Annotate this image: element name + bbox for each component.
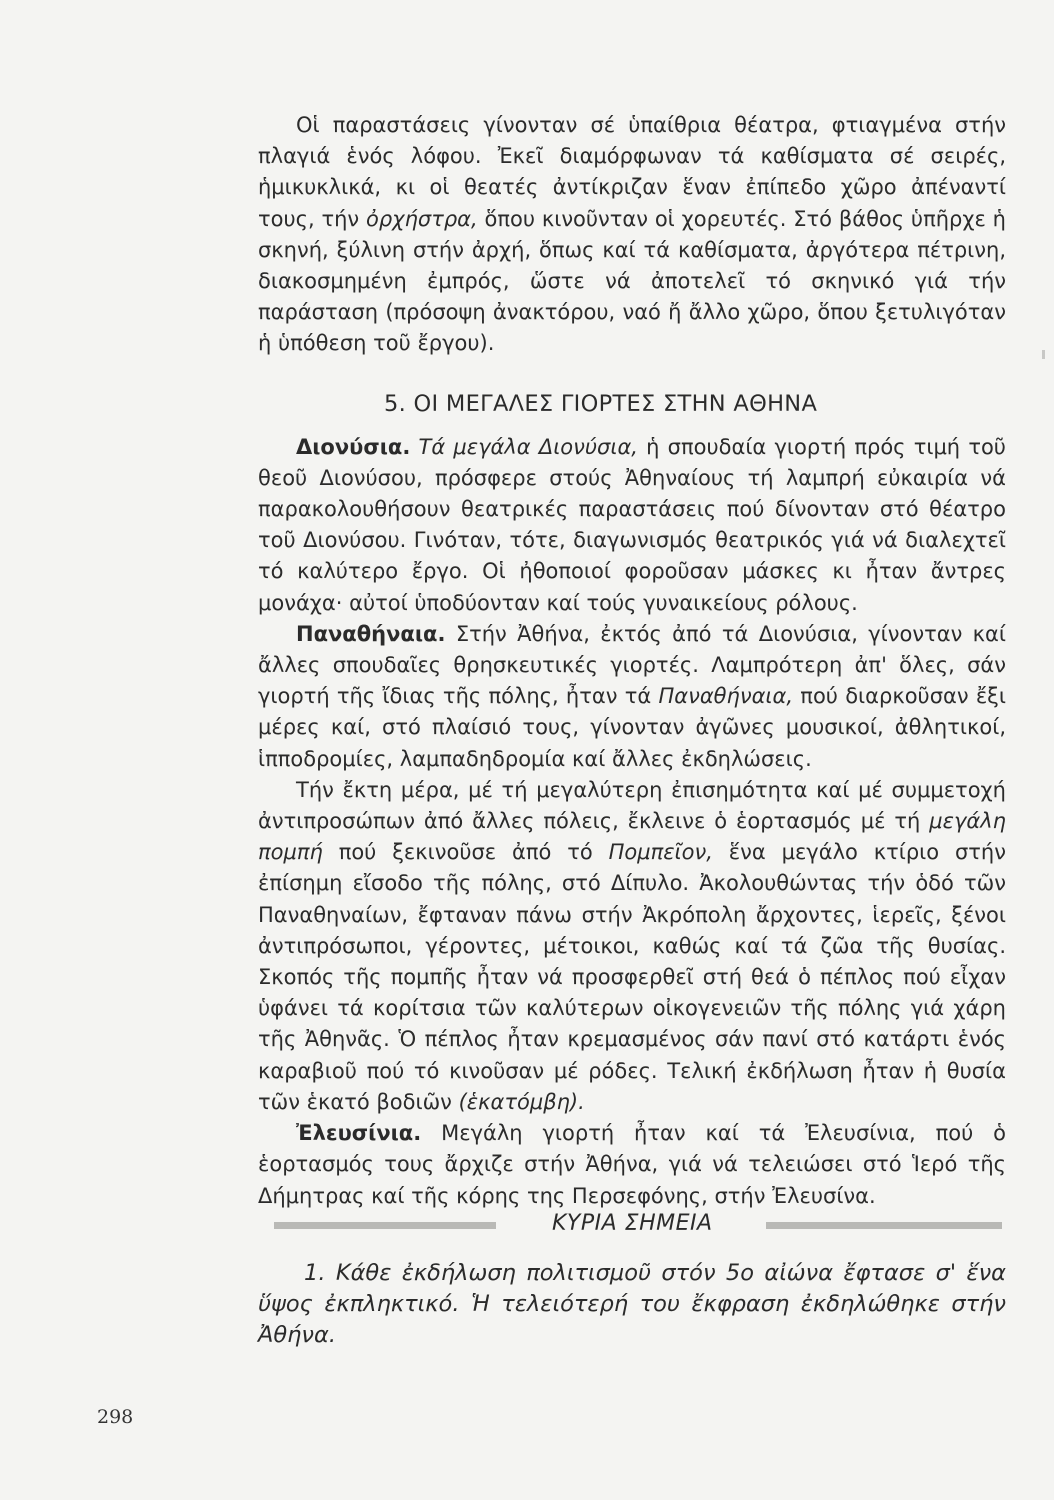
section-heading: 5. ΟΙ ΜΕΓΑΛΕΣ ΓΙΟΡΤΕΣ ΣΤΗΝ ΑΘΗΝΑ bbox=[384, 390, 818, 417]
dionysia-italic: Τά μεγάλα Διονύσια, bbox=[418, 434, 638, 459]
key-rule-right bbox=[766, 1222, 1002, 1229]
page-number: 298 bbox=[97, 1406, 134, 1428]
main-text bbox=[258, 110, 1006, 1212]
key-point-item: 1. Κάθε ἐκδήλωση πολιτισμοῦ στόν 5ο αἰώνα ἔφτασε σ' ἕνα ὕψος ἐκπληκτικό. Ἡ τελειότερή του ἔκφραση ἐκδηλώθηκε στήν Ἀθήνα. bbox=[258, 1260, 1006, 1348]
procession-paragraph bbox=[258, 775, 1006, 1118]
panathenaia-text-b: πού διαρκοῦσαν ἔξι μέρες καί, στό πλαίσιό τους, γίνονταν ἀγῶνες μουσικοί, ἀθλητικοί, ἱπποδρομίες, λαμπαδηδρομία καί ἄλλες ἐκδηλώσεις. bbox=[258, 684, 1006, 771]
eleusinia-paragraph bbox=[258, 1118, 1006, 1212]
key-rule-left bbox=[274, 1222, 496, 1229]
intro-text: Οἱ παραστάσεις γίνονταν σέ ὑπαίθρια θέατρα, φτιαγμένα στήν πλαγιά ἑνός λόφου. Ἐκεῖ διαμόρφωναν τά καθίσματα σέ σειρές, ἡμικυκλικά, κι οἱ θεατές ἀντίκριζαν ἕναν ἐπίπεδο χῶρο ἀπέναντί τους, τήν bbox=[258, 113, 1006, 231]
panathenaia-paragraph bbox=[258, 619, 1006, 775]
key-points-title: ΚΥΡΙΑ ΣΗΜΕΙΑ bbox=[552, 1211, 713, 1236]
procession-text-b: πού ξεκινοῦσε ἀπό τό bbox=[338, 840, 593, 865]
key-points-list bbox=[258, 1258, 1006, 1351]
panathenaia-italic: Παναθήναια, bbox=[658, 684, 794, 709]
hecatomb-term: (ἑκατόμβη). bbox=[458, 1089, 585, 1114]
orchestra-term: ὀρχήστρα, bbox=[365, 206, 478, 231]
intro-text-rest: ὅπου κινοῦνταν οἱ χορευτές. Στό βάθος ὑπῆρχε ἡ σκηνή, ξύλινη στήν ἀρχή, ὅπως καί τά καθίσματα, ἀργότερα πέτρινη, διακοσμημένη ἐμπρός, ὥστε νά ἀποτελεῖ τό σκηνικό γιά τήν παράσταση (πρόσοψη ἀνακτόρου, ναό ἤ ἄλλο χῶρο, ὅπου ξετυλιγόταν ἡ ὑπόθεση τοῦ ἔργου). bbox=[258, 206, 1006, 356]
pompeion-term: Πομπεῖον, bbox=[608, 840, 713, 865]
procession-text-c: ἕνα μεγάλο κτίριο στήν ἐπίσημη εἴσοδο τῆς πόλης, στό Δίπυλο. Ἀκολουθώντας τήν ὁδό τῶν Παναθηναίων, ἔφταναν πάνω στήν Ἀκρόπολη ἄρχοντες, ἱερεῖς, ξένοι ἀντιπρόσωποι, γέροντες, μέτοικοι, καθώς καί τά ζῶα τῆς θυσίας. Σκοπός τῆς πομπῆς ἦταν νά προσφερθεῖ στή θεά ὁ πέπλος πού εἶχαν ὑφάνει τά κορίτσια τῶν καλύτερων οἰκογενειῶν τῆς πόλης γιά χάρη τῆς Ἀθηνᾶς. Ὁ πέπλος ἦταν κρεμασμένος σάν πανί στό κατάρτι ἑνός καραβιοῦ πού τό κινοῦσαν μέ ρόδες. Τελική ἐκδήλωση ἦταν ἡ θυσία τῶν ἑκατό βοδιῶν bbox=[258, 840, 1006, 1114]
panathenaia-term: Παναθήναια. bbox=[296, 621, 446, 646]
dionysia-text: ἡ σπουδαία γιορτή πρός τιμή τοῦ θεοῦ Διονύσου, πρόσφερε στούς Ἀθηναίους τή λαμπρή εὐκαιρία νά παρακολουθήσουν θεατρικές παραστάσεις πού δίνονταν στό θέατρο τοῦ Διονύσου. Γινόταν, τότε, διαγωνισμός θεατρικός γιά νά διαλεχτεῖ τό καλύτερο ἔργο. Οἱ ἠθοποιοί φοροῦσαν μάσκες κι ἦταν ἄντρες μονάχα· αὐτοί ὑποδύονταν καί τούς γυναικείους ρόλους. bbox=[258, 434, 1006, 615]
margin-mark bbox=[1042, 350, 1045, 359]
intro-paragraph bbox=[258, 110, 1006, 360]
eleusinia-term: Ἐλευσίνια. bbox=[296, 1121, 422, 1146]
procession-italic: μεγάλη πομπή bbox=[258, 809, 1006, 865]
panathenaia-text-a: Στήν Ἀθήνα, ἐκτός ἀπό τά Διονύσια, γίνονταν καί ἄλλες σπουδαῖες θρησκευτικές γιορτές. Λαμπρότερη ἀπ' ὅλες, σάν γιορτή τῆς ἴδιας τῆς πόλης, ἦταν τά bbox=[258, 621, 1006, 709]
dionysia-paragraph bbox=[258, 432, 1006, 619]
procession-text-a: Τήν ἔκτη μέρα, μέ τή μεγαλύτερη ἐπισημότητα καί μέ συμμετοχή ἀντιπροσώπων ἀπό ἄλλες πόλεις, ἔκλεινε ὁ ἑορτασμός μέ τή bbox=[258, 777, 1006, 834]
key-points-header bbox=[274, 1208, 1004, 1248]
dionysia-term: Διονύσια. bbox=[296, 434, 411, 459]
eleusinia-text: Μεγάλη γιορτή ἦταν καί τά Ἐλευσίνια, πού ὁ ἑορτασμός τους ἄρχιζε στήν Ἀθήνα, γιά νά τελειώσει στό Ἱερό τῆς Δήμητρας καί τῆς κόρης της Περσεφόνης, στήν Ἐλευσίνα. bbox=[258, 1121, 1006, 1208]
